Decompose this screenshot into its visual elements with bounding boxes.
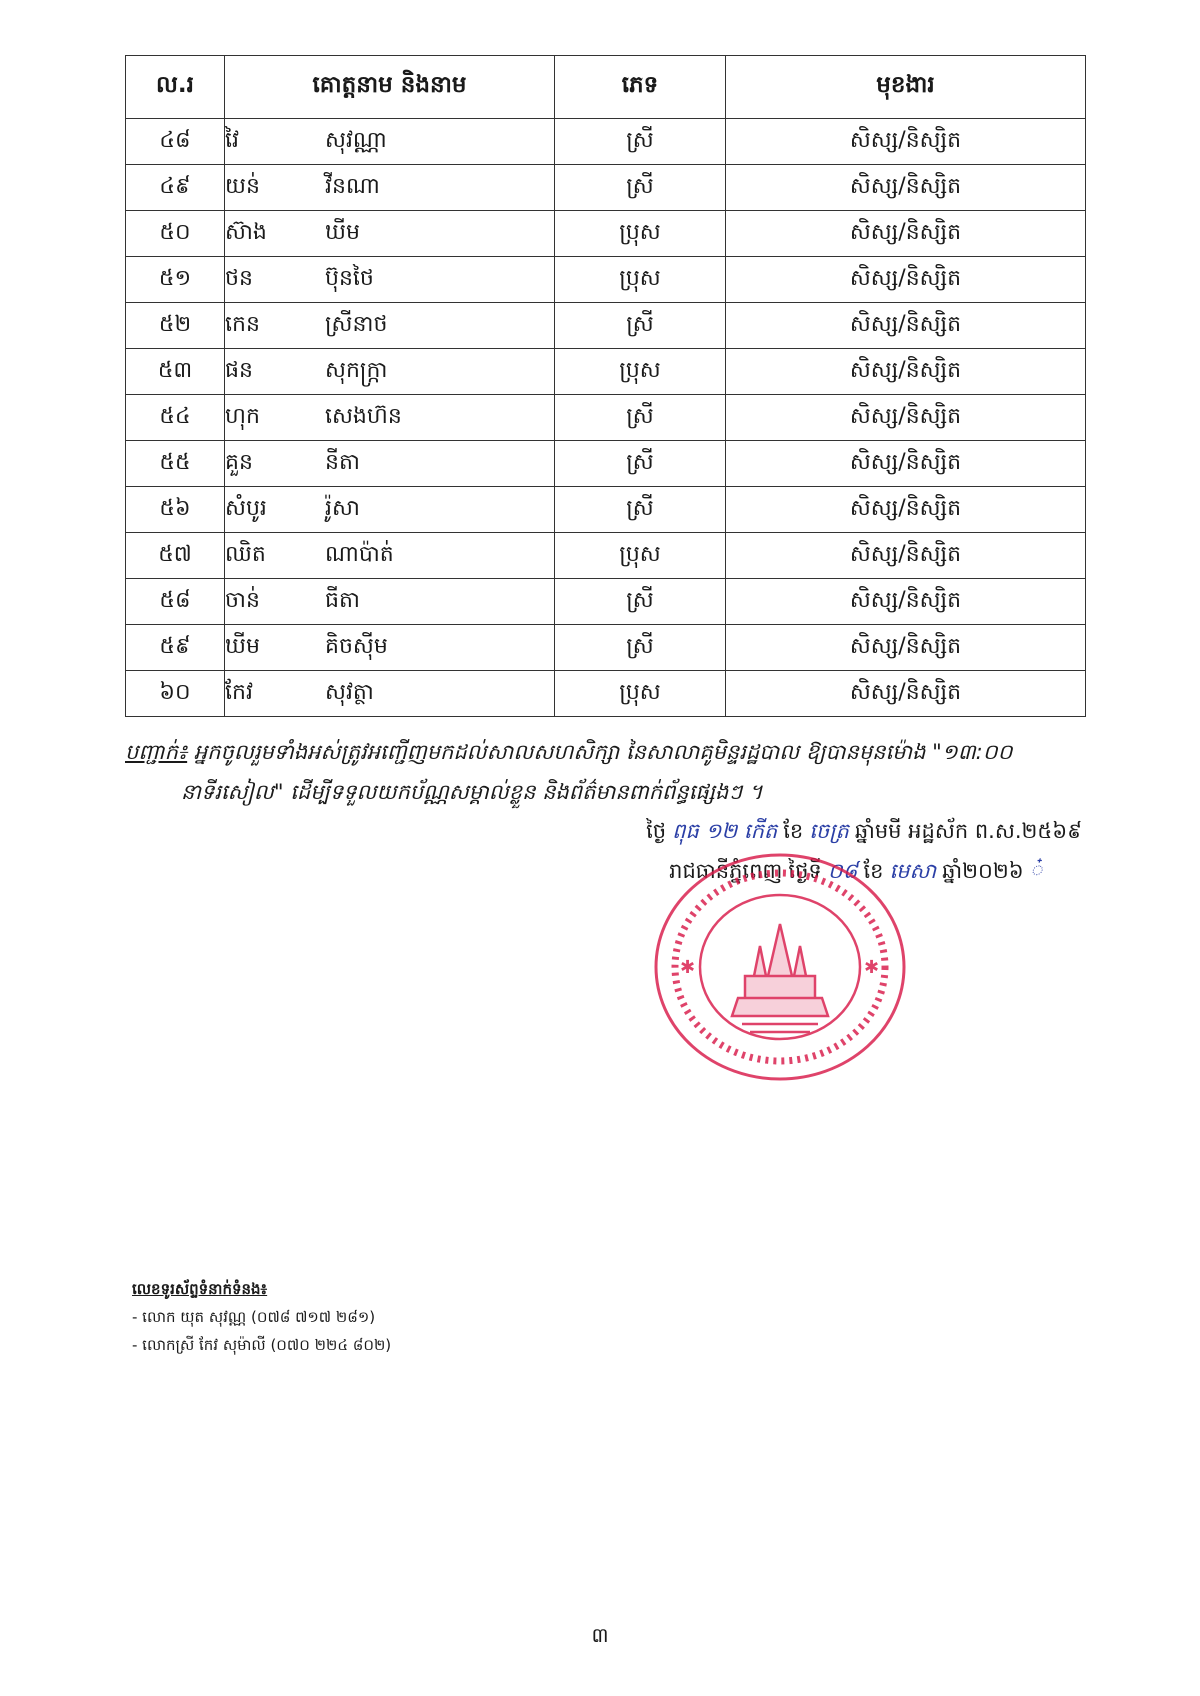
cell-name: [225, 119, 555, 165]
header-sex: ភេទ: [555, 56, 726, 119]
cell-sex: ស្រី: [555, 441, 726, 487]
official-seal-stamp: [650, 848, 910, 1086]
cell-role: សិស្ស/និស្សិត: [726, 257, 1086, 303]
cell-given-name: សុវត្ថា: [325, 679, 374, 705]
cell-family-name: កេន: [225, 311, 260, 337]
table-row: [126, 533, 1086, 579]
table-row: [126, 625, 1086, 671]
solar-day-handwritten: ០៨: [827, 859, 858, 883]
header-no: ល.រ: [126, 56, 225, 119]
note-line-1: អ្នកចូលរួមទាំងអស់ត្រូវអញ្ជើញមកដល់សាលសហសិក្សា នៃសាលាគូមិន្ទរដ្ឋបាល ឱ្យបានមុនម៉ោង "១៣:០០: [193, 740, 1013, 764]
cell-family-name: សំបូរ: [225, 495, 267, 521]
cell-no: ៥២: [126, 303, 225, 349]
cell-no: ៥៩: [126, 625, 225, 671]
cell-family-name: ស៊ាង: [225, 219, 267, 245]
cell-name: [225, 211, 555, 257]
table-row: [126, 257, 1086, 303]
cell-name: [225, 487, 555, 533]
lunar-date-line: [646, 818, 1082, 849]
cell-sex: ស្រី: [555, 303, 726, 349]
cell-role: សិស្ស/និស្សិត: [726, 303, 1086, 349]
cell-family-name: ថន: [225, 265, 253, 291]
svg-text:✱: ✱: [680, 957, 696, 978]
cell-sex: ស្រី: [555, 119, 726, 165]
cell-name: [225, 349, 555, 395]
lunar-month-handwritten: ចេត្រ: [809, 819, 849, 843]
cell-given-name: វីនណា: [325, 173, 380, 199]
solar-mark: ៎: [1029, 859, 1042, 883]
cell-family-name: កែវ: [225, 679, 253, 705]
cell-given-name: រ៉ូសា: [325, 495, 360, 521]
cell-role: សិស្ស/និស្សិត: [726, 671, 1086, 717]
table-row: [126, 395, 1086, 441]
contacts-title: លេខទូរស័ព្ទទំនាក់ទំនង៖: [132, 1280, 268, 1298]
cell-role: សិស្ស/និស្សិត: [726, 211, 1086, 257]
note-label: បញ្ជាក់៖: [125, 740, 188, 764]
cell-sex: ស្រី: [555, 395, 726, 441]
cell-given-name: គិចស៊ីម: [325, 633, 388, 659]
cell-given-name: ប៊ុនថៃ: [325, 265, 374, 291]
cell-no: ៥៦: [126, 487, 225, 533]
cell-family-name: ផន: [225, 357, 253, 383]
table-row: [126, 211, 1086, 257]
cell-role: សិស្ស/និស្សិត: [726, 165, 1086, 211]
cell-family-name: ចាន់: [225, 587, 260, 613]
cell-role: សិស្ស/និស្សិត: [726, 579, 1086, 625]
cell-role: សិស្ស/និស្សិត: [726, 625, 1086, 671]
cell-name: [225, 395, 555, 441]
table-row: [126, 119, 1086, 165]
cell-no: ៦០: [126, 671, 225, 717]
cell-role: សិស្ស/និស្សិត: [726, 441, 1086, 487]
cell-family-name: ហុក: [225, 403, 260, 429]
header-role: មុខងារ: [726, 56, 1086, 119]
cell-name: [225, 165, 555, 211]
cell-given-name: នីតា: [325, 449, 360, 475]
cell-no: ៤៨: [126, 119, 225, 165]
cell-given-name: ណាប៉ាត់: [325, 541, 394, 567]
cell-family-name: ឈិត: [225, 541, 266, 567]
cell-no: ៥៥: [126, 441, 225, 487]
cell-sex: ប្រុស: [555, 349, 726, 395]
solar-place: រាជធានីភ្នំពេញ: [669, 859, 783, 883]
solar-year: ឆ្នាំ២០២៦: [942, 859, 1024, 883]
lunar-day-handwritten: ពុធ ១២ កើត: [672, 819, 778, 843]
cell-name: [225, 441, 555, 487]
solar-month-prefix: ខែ: [863, 859, 884, 883]
cell-no: ៤៩: [126, 165, 225, 211]
cell-family-name: ឃីម: [225, 633, 260, 659]
contacts-block: [132, 1275, 391, 1359]
solar-month-handwritten: មេសា: [889, 859, 937, 883]
cell-family-name: វៃ: [225, 127, 239, 153]
cell-given-name: សុកក្រ្កា: [325, 357, 388, 383]
table-row: [126, 441, 1086, 487]
participant-table: [125, 55, 1086, 717]
note-block: [125, 732, 1115, 812]
table-row: [126, 165, 1086, 211]
svg-text:✱: ✱: [864, 957, 880, 978]
lunar-month-prefix: ខែ: [783, 819, 804, 843]
cell-role: សិស្ស/និស្សិត: [726, 349, 1086, 395]
note-line-2: នាទីរសៀល" ដើម្បីទទួលយកប័ណ្ណសម្គាល់ខ្លួន និងព័ត៌មានពាក់ព័ន្ធផ្សេងៗ ។: [181, 780, 763, 804]
contact-item: - លោក យុត សុវណ្ណ (០៧៨ ៧១៧ ២៨១): [132, 1308, 376, 1326]
lunar-year: ឆ្នាំមមី អដ្ឋស័ក ព.ស.២៥៦៩: [854, 819, 1082, 843]
cell-sex: ប្រុស: [555, 257, 726, 303]
cell-role: សិស្ស/និស្សិត: [726, 395, 1086, 441]
table-header-row: [126, 56, 1086, 119]
cell-given-name: ធីតា: [325, 587, 360, 613]
solar-day-prefix: ថ្ងៃទី: [788, 859, 822, 883]
cell-given-name: ឃីម: [325, 219, 360, 245]
cell-sex: ស្រី: [555, 165, 726, 211]
cell-family-name: គួន: [225, 449, 253, 475]
cell-sex: ប្រុស: [555, 671, 726, 717]
cell-given-name: ស្រីនាថ: [325, 311, 388, 337]
table-row: [126, 349, 1086, 395]
cell-sex: ប្រុស: [555, 533, 726, 579]
table-row: [126, 671, 1086, 717]
cell-role: សិស្ស/និស្សិត: [726, 487, 1086, 533]
cell-name: [225, 671, 555, 717]
cell-sex: ស្រី: [555, 625, 726, 671]
cell-no: ៥៤: [126, 395, 225, 441]
cell-no: ៥០: [126, 211, 225, 257]
temple-icon: [732, 924, 828, 1032]
cell-name: [225, 257, 555, 303]
cell-sex: ស្រី: [555, 487, 726, 533]
page-number: ៣: [591, 1623, 609, 1647]
table-row: [126, 487, 1086, 533]
cell-sex: ប្រុស: [555, 211, 726, 257]
table-row: [126, 303, 1086, 349]
cell-name: [225, 533, 555, 579]
cell-name: [225, 303, 555, 349]
contact-item: - លោកស្រី កែវ សុម៉ាលី (០៧០ ២២៤ ៨០២): [132, 1336, 392, 1354]
header-name: គោត្តនាម និងនាម: [225, 56, 555, 119]
cell-given-name: សេងហ៊ន: [325, 403, 402, 429]
table-row: [126, 579, 1086, 625]
cell-no: ៥៨: [126, 579, 225, 625]
cell-family-name: យន់: [225, 173, 260, 199]
cell-role: សិស្ស/និស្សិត: [726, 533, 1086, 579]
cell-name: [225, 625, 555, 671]
cell-no: ៥៣: [126, 349, 225, 395]
cell-role: សិស្ស/និស្សិត: [726, 119, 1086, 165]
cell-no: ៥៧: [126, 533, 225, 579]
lunar-day-prefix: ថ្ងៃ: [646, 819, 667, 843]
cell-sex: ស្រី: [555, 579, 726, 625]
cell-name: [225, 579, 555, 625]
cell-given-name: សុវណ្ណា: [325, 127, 387, 153]
cell-no: ៥១: [126, 257, 225, 303]
